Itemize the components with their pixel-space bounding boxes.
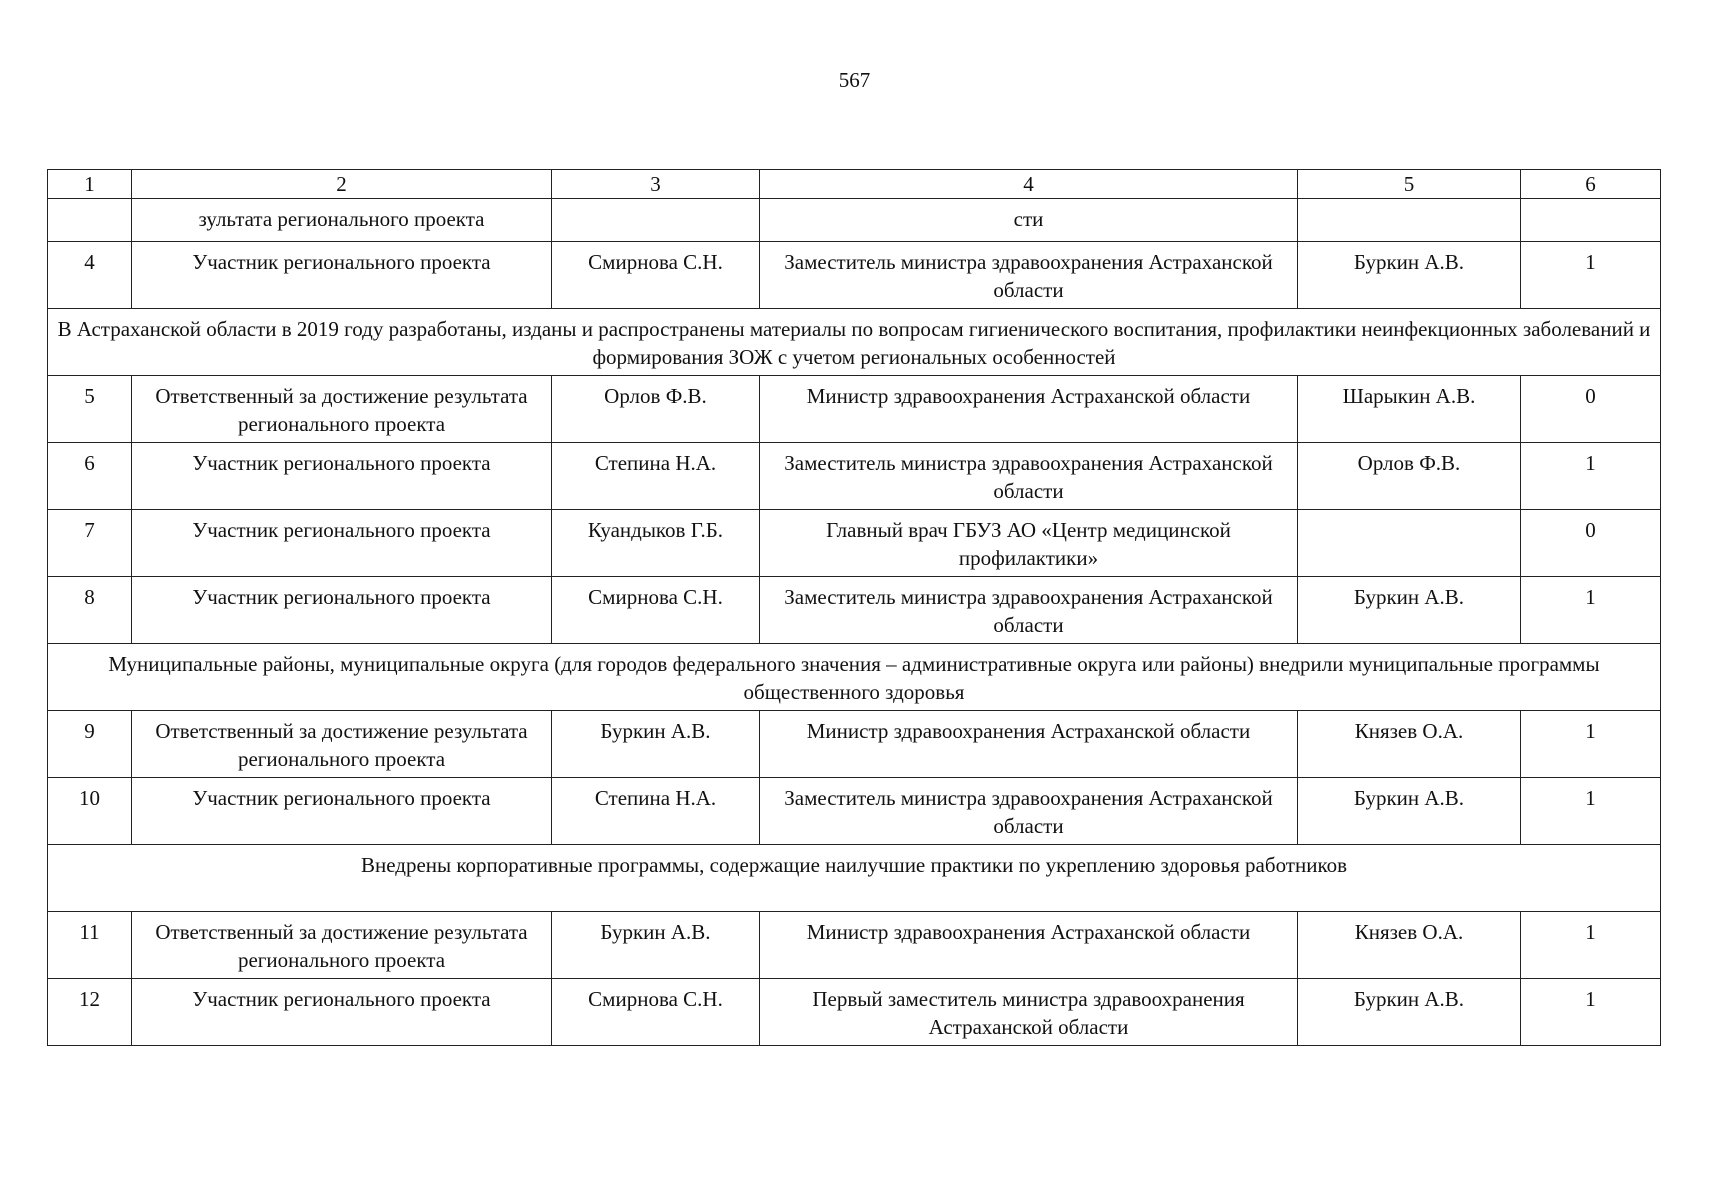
role-cell: Участник регионального проекта: [132, 577, 552, 644]
supervisor-cell: Буркин А.В.: [1298, 778, 1521, 845]
column-header: 1: [48, 170, 132, 199]
value-cell: 1: [1521, 912, 1661, 979]
table-row: [48, 443, 1661, 510]
position-cell: Заместитель министра здравоохранения Астраханской области: [760, 778, 1298, 845]
table-row: [48, 577, 1661, 644]
column-header: 6: [1521, 170, 1661, 199]
role-cell: Ответственный за достижение результата регионального проекта: [132, 711, 552, 778]
column-header: 4: [760, 170, 1298, 199]
table-row: [48, 242, 1661, 309]
row-number: 10: [48, 778, 132, 845]
column-header: 5: [1298, 170, 1521, 199]
section-row: [48, 309, 1661, 376]
table-cell: [48, 199, 132, 242]
name-cell: Смирнова С.Н.: [552, 979, 760, 1046]
supervisor-cell: Буркин А.В.: [1298, 242, 1521, 309]
table-row: [48, 979, 1661, 1046]
section-row: [48, 644, 1661, 711]
value-cell: 1: [1521, 577, 1661, 644]
name-cell: Степина Н.А.: [552, 443, 760, 510]
role-cell: Ответственный за достижение результата регионального проекта: [132, 912, 552, 979]
table-row: [48, 778, 1661, 845]
row-number: 11: [48, 912, 132, 979]
value-cell: 1: [1521, 778, 1661, 845]
value-cell: 0: [1521, 510, 1661, 577]
role-cell: Участник регионального проекта: [132, 443, 552, 510]
name-cell: Орлов Ф.В.: [552, 376, 760, 443]
section-row: [48, 845, 1661, 912]
supervisor-cell: Буркин А.В.: [1298, 577, 1521, 644]
position-cell: Главный врач ГБУЗ АО «Центр медицинской профилактики»: [760, 510, 1298, 577]
name-cell: Куандыков Г.Б.: [552, 510, 760, 577]
row-number: 5: [48, 376, 132, 443]
value-cell: 1: [1521, 443, 1661, 510]
position-cell: Заместитель министра здравоохранения Астраханской области: [760, 242, 1298, 309]
table-row: [48, 376, 1661, 443]
name-cell: Буркин А.В.: [552, 912, 760, 979]
supervisor-cell: Буркин А.В.: [1298, 979, 1521, 1046]
name-cell: Степина Н.А.: [552, 778, 760, 845]
table-cell: сти: [760, 199, 1298, 242]
participants-table: [47, 169, 1661, 1046]
role-cell: Участник регионального проекта: [132, 979, 552, 1046]
position-cell: Заместитель министра здравоохранения Астраханской области: [760, 443, 1298, 510]
position-cell: Заместитель министра здравоохранения Астраханской области: [760, 577, 1298, 644]
row-number: 7: [48, 510, 132, 577]
supervisor-cell: Шарыкин А.В.: [1298, 376, 1521, 443]
name-cell: Смирнова С.Н.: [552, 242, 760, 309]
position-cell: Министр здравоохранения Астраханской области: [760, 376, 1298, 443]
position-cell: Министр здравоохранения Астраханской области: [760, 711, 1298, 778]
role-cell: Участник регионального проекта: [132, 242, 552, 309]
supervisor-cell: [1298, 510, 1521, 577]
value-cell: 1: [1521, 979, 1661, 1046]
position-cell: Первый заместитель министра здравоохранения Астраханской области: [760, 979, 1298, 1046]
section-title: Внедрены корпоративные программы, содержащие наилучшие практики по укреплению здоровья работников: [48, 845, 1661, 912]
row-number: 8: [48, 577, 132, 644]
role-cell: Ответственный за достижение результата регионального проекта: [132, 376, 552, 443]
table-cell: [1521, 199, 1661, 242]
table-row: [48, 711, 1661, 778]
value-cell: 1: [1521, 242, 1661, 309]
row-number: 4: [48, 242, 132, 309]
row-number: 12: [48, 979, 132, 1046]
supervisor-cell: Князев О.А.: [1298, 912, 1521, 979]
table-cell: зультата регионального проекта: [132, 199, 552, 242]
supervisor-cell: Орлов Ф.В.: [1298, 443, 1521, 510]
section-title: В Астраханской области в 2019 году разработаны, изданы и распространены материалы по вопросам гигиенического воспитания, профилактики неинфекционных заболеваний и формирования ЗОЖ с учетом региональных особенностей: [48, 309, 1661, 376]
section-title: Муниципальные районы, муниципальные округа (для городов федерального значения – административные округа или районы) внедрили муниципальные программы общественного здоровья: [48, 644, 1661, 711]
table-header-row: [48, 170, 1661, 199]
role-cell: Участник регионального проекта: [132, 778, 552, 845]
role-cell: Участник регионального проекта: [132, 510, 552, 577]
name-cell: Смирнова С.Н.: [552, 577, 760, 644]
row-number: 9: [48, 711, 132, 778]
position-cell: Министр здравоохранения Астраханской области: [760, 912, 1298, 979]
row-number: 6: [48, 443, 132, 510]
table-cell: [552, 199, 760, 242]
value-cell: 1: [1521, 711, 1661, 778]
column-header: 2: [132, 170, 552, 199]
table-row: [48, 510, 1661, 577]
value-cell: 0: [1521, 376, 1661, 443]
column-header: 3: [552, 170, 760, 199]
table-cell: [1298, 199, 1521, 242]
name-cell: Буркин А.В.: [552, 711, 760, 778]
table-row: [48, 912, 1661, 979]
table-row-continuation: [48, 199, 1661, 242]
supervisor-cell: Князев О.А.: [1298, 711, 1521, 778]
page-number: 567: [838, 68, 871, 92]
